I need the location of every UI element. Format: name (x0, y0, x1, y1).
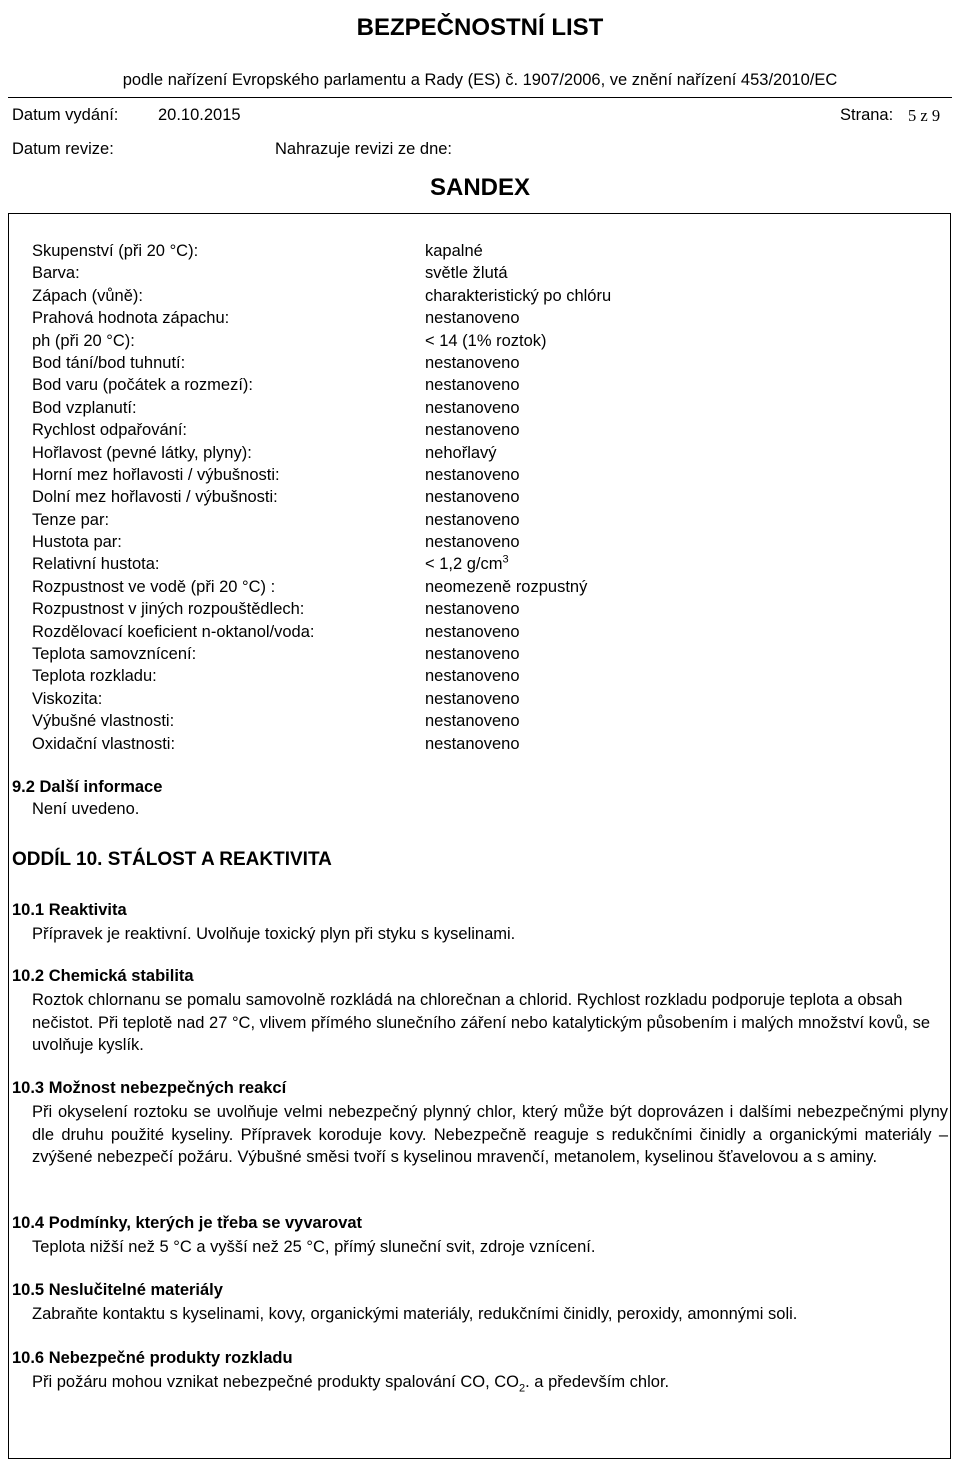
replaces-revision-label: Nahrazuje revizi ze dne: (275, 140, 453, 158)
property-label: Bod vzplanutí: (32, 398, 137, 417)
property-row (32, 419, 932, 441)
property-row (32, 240, 932, 262)
property-value-text: < 1,2 g/cm (425, 555, 503, 574)
property-label: Teplota rozkladu: (32, 667, 157, 686)
property-row (32, 576, 932, 598)
property-value (425, 486, 520, 508)
page-label: Strana: (840, 106, 894, 124)
section-10-6-heading: 10.6 Nebezpečné produkty rozkladu (12, 1349, 293, 1367)
property-value (425, 262, 508, 284)
property-label: Zápach (vůně): (32, 286, 143, 305)
property-label: Viskozita: (32, 689, 103, 708)
section-10-6-text-main: Při požáru mohou vznikat nebezpečné produkty spalování CO, CO (32, 1373, 520, 1391)
property-row (32, 307, 932, 329)
property-value (425, 710, 520, 732)
property-value (425, 464, 520, 486)
section-10-1-heading: 10.1 Reaktivita (12, 901, 127, 919)
section-9-2-text: Není uvedeno. (32, 800, 140, 818)
property-label: Výbušné vlastnosti: (32, 712, 175, 731)
property-label: Oxidační vlastnosti: (32, 734, 176, 753)
property-row (32, 374, 932, 396)
property-value-text: nestanoveno (425, 398, 520, 417)
property-value-text: světle žlutá (425, 264, 508, 283)
property-label: Rozpustnost ve vodě (při 20 °C) : (32, 577, 276, 596)
property-value (425, 553, 509, 575)
section-10-2-text: Roztok chlornanu se pomalu samovolně rozkládá na chlorečnan a chlorid. Rychlost rozkladu podporuje teplota a obsah nečistot. Při teplotě nad 27 °C, vlivem přímého slunečního záření nebo katalytickým působením i malých množství kovů, se uvolňuje kyslík. (32, 991, 931, 1054)
issue-date: 20.10.2015 (158, 106, 241, 124)
property-label: Prahová hodnota zápachu: (32, 309, 230, 328)
property-value (425, 374, 520, 396)
property-row (32, 733, 932, 755)
property-value-text: nestanoveno (425, 309, 520, 328)
property-row (32, 330, 932, 352)
property-label: Rozdělovací koeficient n-oktanol/voda: (32, 622, 315, 641)
issue-date-label: Datum vydání: (12, 106, 119, 124)
property-value (425, 352, 520, 374)
property-value-text: charakteristický po chlóru (425, 286, 612, 305)
property-row (32, 688, 932, 710)
section-10-title: ODDÍL 10. STÁLOST A REAKTIVITA (12, 849, 332, 870)
section-10-5-heading: 10.5 Neslučitelné materiály (12, 1281, 223, 1299)
property-label: Barva: (32, 264, 80, 283)
section-10-6-text-end: . a především chlor. (525, 1373, 670, 1391)
property-value-text: nestanoveno (425, 353, 520, 372)
property-label: Dolní mez hořlavosti / výbušnosti: (32, 488, 278, 507)
property-value (425, 442, 497, 464)
property-value (425, 598, 520, 620)
property-row (32, 531, 932, 553)
property-value (425, 509, 520, 531)
properties-table (32, 240, 932, 755)
property-value (425, 330, 547, 352)
property-value (425, 621, 520, 643)
document-title: BEZPEČNOSTNÍ LIST (356, 14, 604, 41)
property-value-text: nestanoveno (425, 488, 520, 507)
property-row (32, 643, 932, 665)
section-10-4-heading: 10.4 Podmínky, kterých je třeba se vyvarovat (12, 1214, 363, 1232)
property-row (32, 397, 932, 419)
property-label: Hustota par: (32, 533, 122, 552)
property-value (425, 531, 520, 553)
property-value (425, 576, 587, 598)
section-10-6-text (32, 1371, 948, 1394)
property-value-text: nestanoveno (425, 712, 520, 731)
regulation-reference: podle nařízení Evropského parlamentu a Rady (ES) č. 1907/2006, ve znění nařízení 453/2010/EC (122, 71, 838, 89)
section-10-5-text: Zabraňte kontaktu s kyselinami, kovy, organickými materiály, redukčními činidly, peroxidy, amonnými soli. (32, 1305, 798, 1323)
property-row (32, 262, 932, 284)
page-number: 5 z 9 (908, 106, 941, 125)
property-value (425, 285, 611, 307)
section-10-1-text: Přípravek je reaktivní. Uvolňuje toxický plyn při styku s kyselinami. (32, 925, 516, 943)
property-value (425, 419, 520, 441)
property-value-superscript: 3 (502, 553, 509, 566)
property-value-text: < 14 (1% roztok) (425, 331, 547, 350)
property-row (32, 553, 932, 575)
section-9-2-heading: 9.2 Další informace (12, 778, 163, 796)
property-row (32, 442, 932, 464)
property-row (32, 285, 932, 307)
property-value (425, 240, 483, 262)
property-value (425, 643, 520, 665)
revision-date-label: Datum revize: (12, 140, 114, 158)
property-label: Bod tání/bod tuhnutí: (32, 353, 186, 372)
property-label: ph (při 20 °C): (32, 331, 135, 350)
property-value-text: nestanoveno (425, 622, 520, 641)
property-row (32, 486, 932, 508)
property-value-text: nestanoveno (425, 510, 520, 529)
property-label: Bod varu (počátek a rozmezí): (32, 376, 254, 395)
property-value-text: nestanoveno (425, 465, 520, 484)
property-row (32, 665, 932, 687)
property-value (425, 688, 520, 710)
property-label: Rychlost odpařování: (32, 421, 188, 440)
property-value-text: kapalné (425, 242, 483, 260)
property-row (32, 621, 932, 643)
header-divider (8, 97, 952, 98)
property-value-text: nestanoveno (425, 734, 520, 753)
property-row (32, 352, 932, 374)
property-value-text: neomezeně rozpustný (425, 577, 588, 596)
section-10-3-text: Při okyselení roztoku se uvolňuje velmi nebezpečný plynný chlor, který může být doprovázen i dalšími nebezpečnými plyny dle druhu použité kyseliny. Přípravek koroduje kovy. Nebezpečně reaguje s redukčními činidly a organickými materiály – zvýšené nebezpečí požáru. Výbušné směsi tvoří s kyselinou mravenčí, metanolem, kyselinou šťavelovou a s aminy. (32, 1103, 948, 1166)
section-10-3-heading: 10.3 Možnost nebezpečných reakcí (12, 1079, 287, 1097)
property-row (32, 598, 932, 620)
property-label: Rozpustnost v jiných rozpouštědlech: (32, 600, 305, 619)
property-value-text: nestanoveno (425, 600, 520, 619)
property-row (32, 509, 932, 531)
property-value-text: nestanoveno (425, 645, 520, 664)
property-value (425, 307, 520, 329)
section-10-4-text: Teplota nižší než 5 °C a vyšší než 25 °C, přímý sluneční svit, zdroje vznícení. (32, 1238, 596, 1256)
section-10-2-heading: 10.2 Chemická stabilita (12, 967, 194, 985)
property-row (32, 710, 932, 732)
property-label: Horní mez hořlavosti / výbušnosti: (32, 465, 280, 484)
property-value-text: nestanoveno (425, 667, 520, 686)
product-name: SANDEX (429, 174, 531, 201)
property-label: Hořlavost (pevné látky, plyny): (32, 443, 252, 462)
property-value (425, 397, 520, 419)
property-value-text: nestanoveno (425, 376, 520, 395)
property-label: Skupenství (při 20 °C): (32, 242, 199, 260)
property-value-text: nestanoveno (425, 533, 520, 552)
property-label: Tenze par: (32, 510, 110, 529)
property-label: Relativní hustota: (32, 555, 160, 574)
property-value (425, 665, 520, 687)
property-value-text: nestanoveno (425, 421, 520, 440)
co2-subscript: 2 (519, 1382, 526, 1395)
property-label: Teplota samovznícení: (32, 645, 197, 664)
property-value-text: nehořlavý (425, 443, 497, 462)
property-value (425, 733, 520, 755)
property-value-text: nestanoveno (425, 689, 520, 708)
property-row (32, 464, 932, 486)
